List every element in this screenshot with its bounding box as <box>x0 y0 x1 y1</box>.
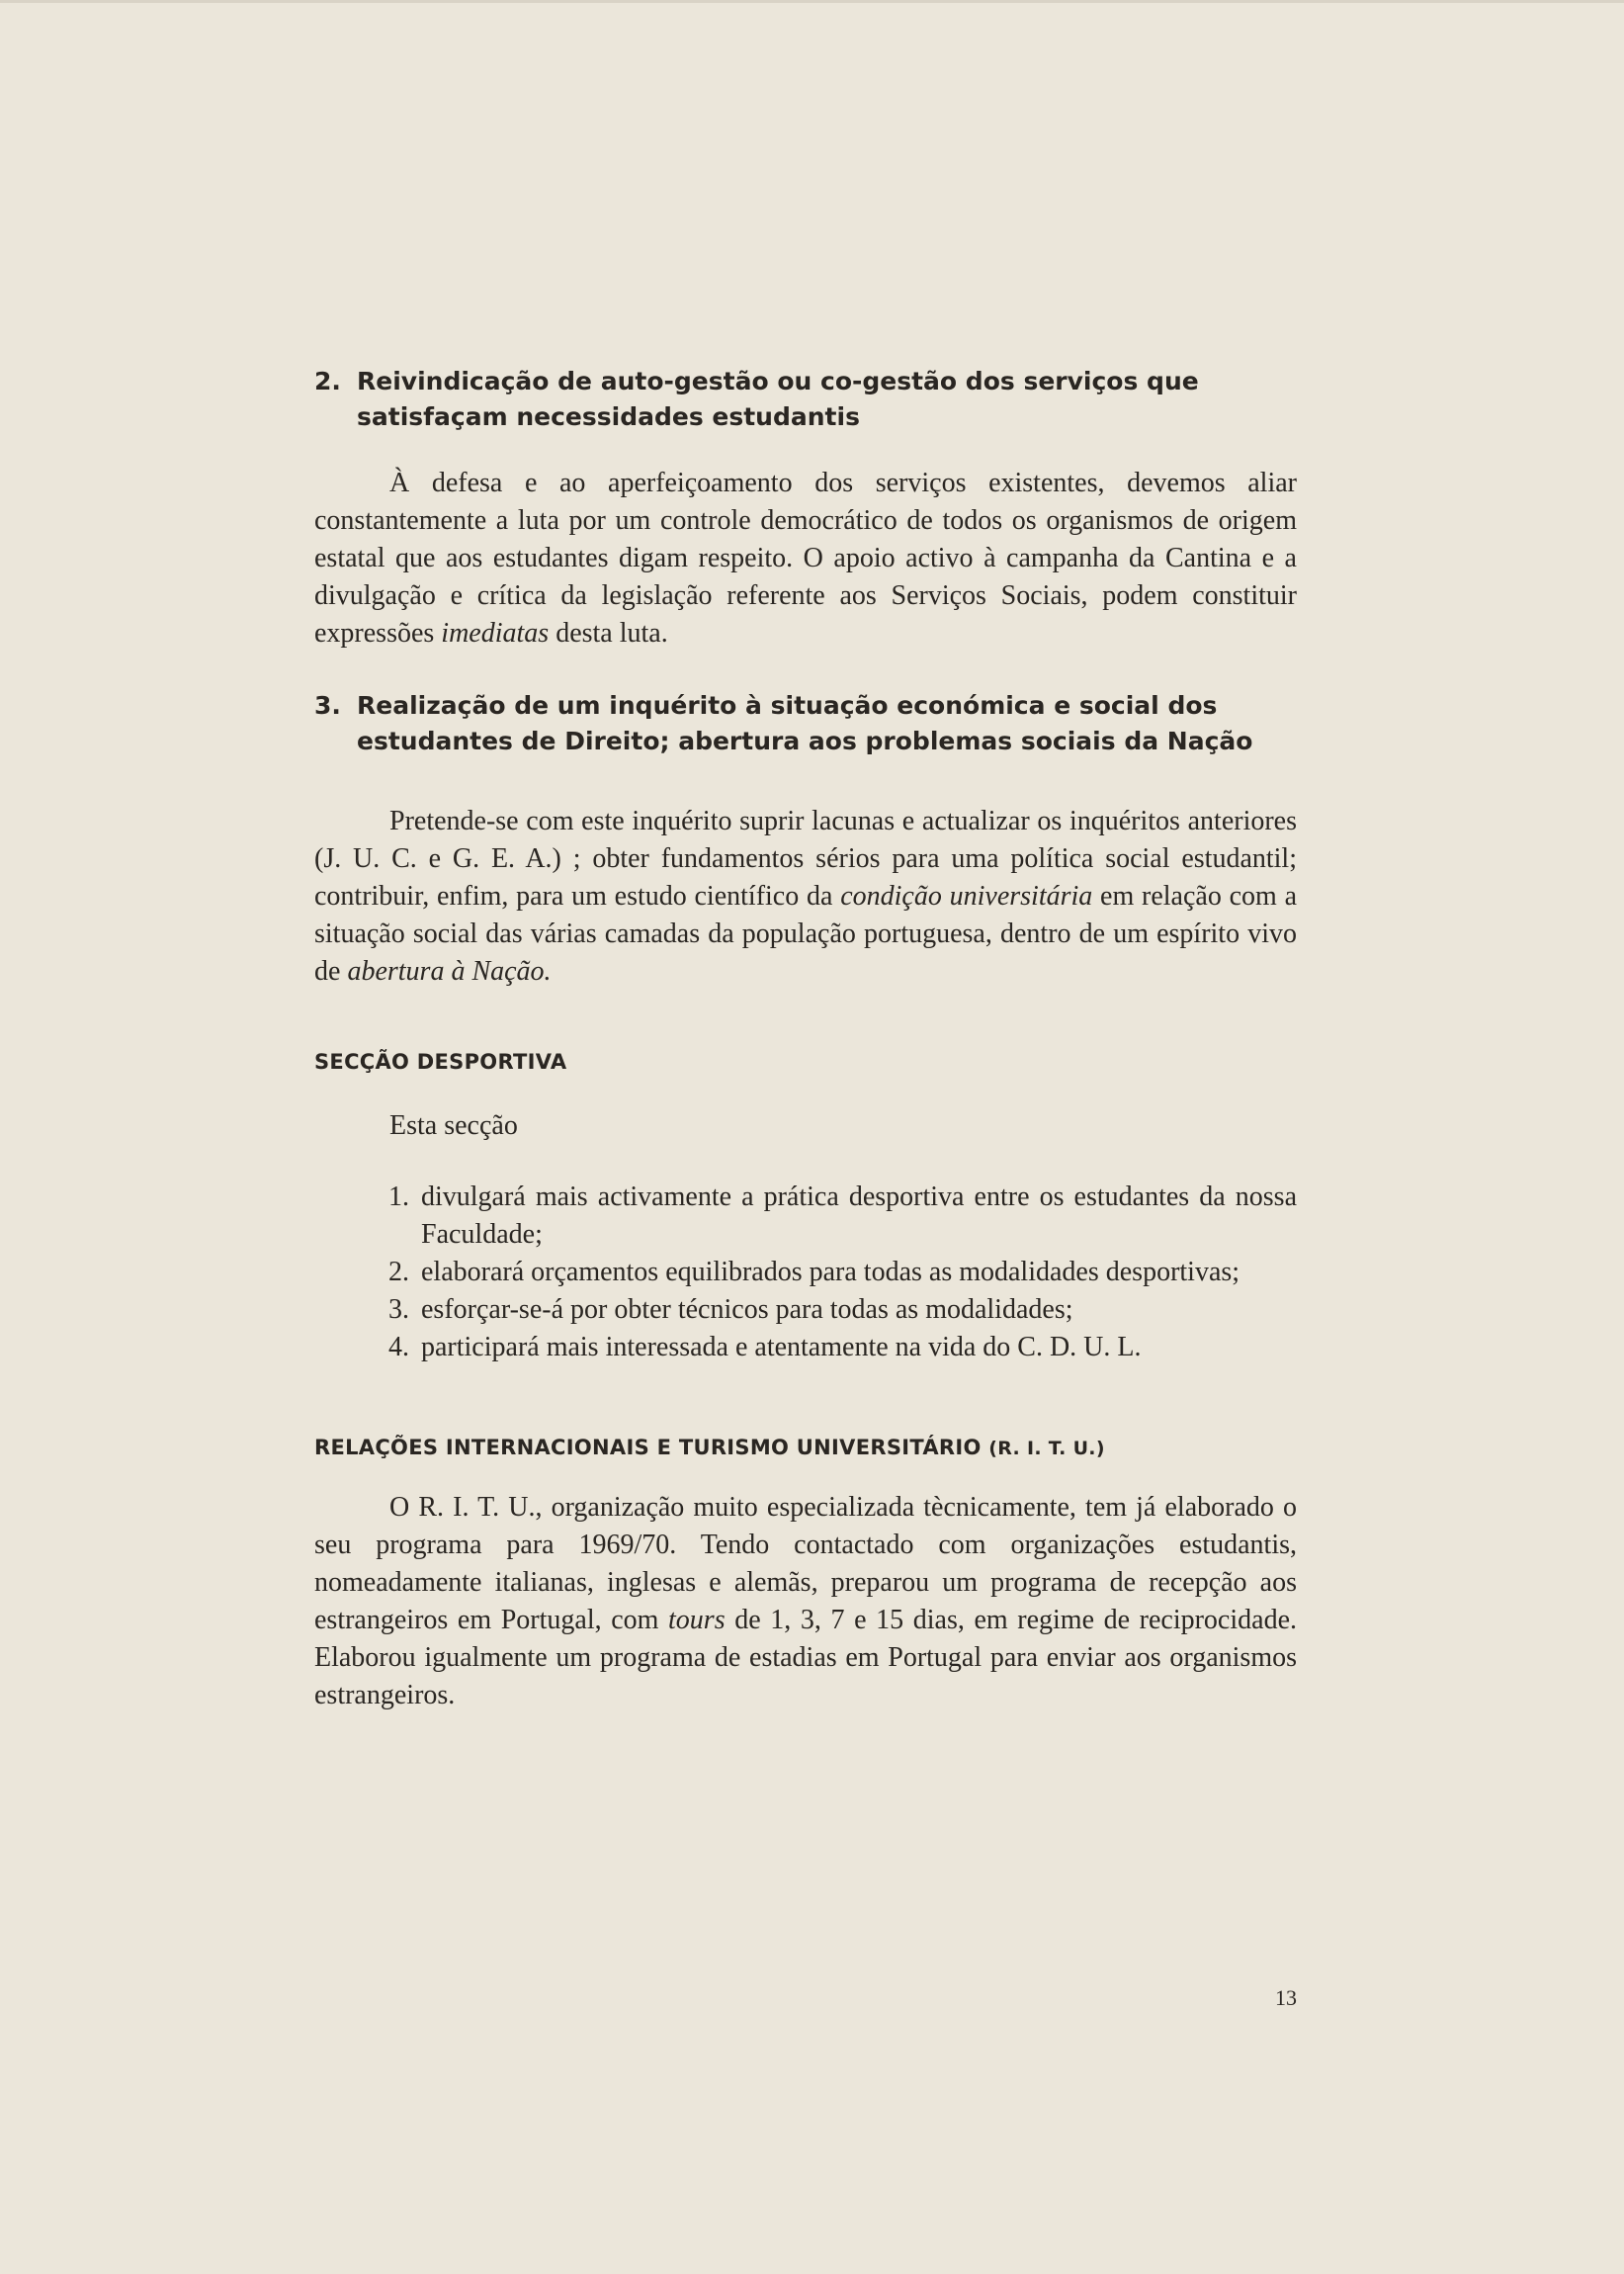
item-3-title: Realização de um inquérito à situação económica e social dos estudantes de Direito; abertura aos problemas sociais da Nação <box>357 691 1253 755</box>
seccao-desportiva-list <box>314 1179 1297 1366</box>
item-2-text-2: desta luta. <box>549 618 668 649</box>
ritu-emphasis: tours <box>668 1605 726 1635</box>
item-3-text-1: Pretende-se com este inquérito suprir lacunas e actualizar os inquéritos anteriores (J. U. C. e G. E. A.) ; obter fundamentos sérios para uma política social estudantil; contribuir, enfim, para um estudo científico da <box>314 806 1297 912</box>
list-item <box>314 1291 1297 1329</box>
list-item-text: participará mais interessada e atentamente na vida do C. D. U. L. <box>421 1332 1142 1362</box>
item-3-paragraph <box>314 803 1297 991</box>
list-item-text: elaborará orçamentos equilibrados para todas as modalidades desportivas; <box>421 1257 1240 1287</box>
list-item <box>314 1179 1297 1254</box>
list-item-text: divulgará mais activamente a prática desportiva entre os estudantes da nossa Faculdade; <box>421 1181 1297 1250</box>
ritu-paragraph <box>314 1489 1297 1714</box>
item-2-heading <box>314 364 1297 435</box>
item-2-emphasis: imediatas <box>441 618 550 649</box>
item-3-text-2: em relação com a situação social das várias camadas da população portuguesa, dentro de um espírito vivo de <box>314 881 1298 987</box>
ritu-title <box>314 1436 1297 1459</box>
ritu-title-text: RELAÇÕES INTERNACIONAIS E TURISMO UNIVERSITÁRIO <box>314 1436 982 1459</box>
list-item-number: 4. <box>388 1332 409 1362</box>
list-item <box>314 1329 1297 1366</box>
item-2-title: Reivindicação de auto-gestão ou co-gestão dos serviços que satisfaçam necessidades estudantis <box>357 367 1199 431</box>
list-item-number: 2. <box>388 1257 409 1287</box>
item-2-paragraph <box>314 465 1297 653</box>
list-item-number: 3. <box>388 1294 409 1325</box>
ritu-text-2: de 1, 3, 7 e 15 dias, em regime de reciprocidade. Elaborou igualmente um programa de estadias em Portugal para enviar aos organismos estrangeiros. <box>314 1605 1297 1710</box>
item-3-emphasis-2: abertura à Nação. <box>347 956 552 987</box>
text-column <box>314 364 1297 1714</box>
seccao-desportiva-intro: Esta secção <box>389 1110 518 1141</box>
ritu-text-1: O R. I. T. U., organização muito especializada tècnicamente, tem já elaborado o seu programa para 1969/70. Tendo contactado com organizações estudantis, nomeadamente italianas, inglesas e alemãs, preparou um programa de recepção aos estrangeiros em Portugal, com <box>314 1492 1297 1635</box>
ritu-title-acronym: (R. I. T. U.) <box>988 1438 1105 1459</box>
page-top-edge <box>0 0 1624 3</box>
item-2-text-1: À defesa e ao aperfeiçoamento dos serviços existentes, devemos aliar constantemente a luta por um controle democrático de todos os organismos de origem estatal que aos estudantes digam respeito. O apoio activo à campanha da Cantina e a divulgação e crítica da legislação referente aos Serviços Sociais, podem constituir expressões <box>314 468 1297 649</box>
item-3-heading <box>314 688 1297 759</box>
list-item-text: esforçar-se-á por obter técnicos para todas as modalidades; <box>421 1294 1073 1325</box>
seccao-desportiva-title: SECÇÃO DESPORTIVA <box>314 1050 567 1074</box>
page-number: 13 <box>1275 1985 1297 2010</box>
list-item-number: 1. <box>388 1181 409 1212</box>
list-item <box>314 1254 1297 1291</box>
item-2-number: 2. <box>314 367 341 395</box>
item-3-number: 3. <box>314 691 341 720</box>
item-3-emphasis-1: condição universitária <box>840 881 1093 912</box>
